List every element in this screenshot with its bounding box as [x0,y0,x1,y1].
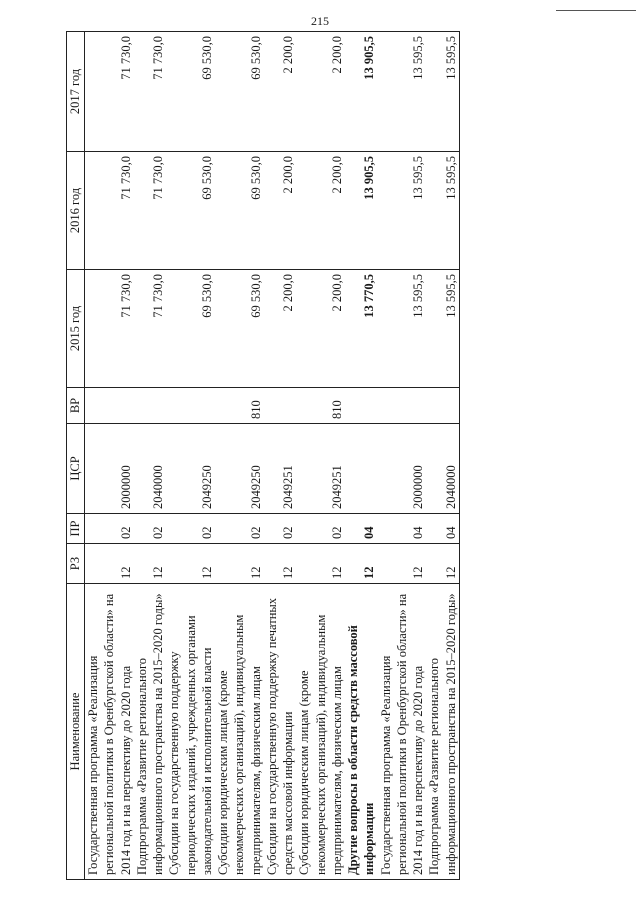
cell-pr: 04 [345,514,378,544]
cell-2016: 71 730,0 [85,152,134,270]
cell-2015: 13 770,5 [345,270,378,388]
cell-2015: 2 200,0 [296,270,345,388]
cell-name: Государственная программа «Реализация региональной политики в Оренбургской области» на 2014 год и на перспективу до 2020 года [378,584,427,880]
cell-2017: 13 595,5 [378,32,427,152]
cell-vr [378,388,427,424]
cell-2017: 2 200,0 [296,32,345,152]
cell-2016: 13 905,5 [345,152,378,270]
cell-pr: 04 [426,514,459,544]
cell-csr: 2040000 [426,424,459,514]
rotated-table-frame [66,32,608,880]
cell-vr [264,388,297,424]
table-row [378,32,427,880]
cell-2015: 71 730,0 [134,270,167,388]
cell-2015: 2 200,0 [264,270,297,388]
header-csr: ЦСР [67,424,85,514]
cell-rz: 12 [296,544,345,584]
cell-csr: 2049251 [296,424,345,514]
cell-csr: 2040000 [134,424,167,514]
cell-rz: 12 [264,544,297,584]
header-rz: РЗ [67,544,85,584]
cell-2015: 13 595,5 [378,270,427,388]
cell-pr: 02 [85,514,134,544]
cell-2015: 69 530,0 [215,270,264,388]
cell-2017: 71 730,0 [134,32,167,152]
page-number: 215 [311,14,329,28]
table-row [264,32,297,880]
header-2017: 2017 год [67,32,85,152]
cell-name: Подпрограмма «Развитие регионального информационного пространства на 2015–2020 годы» [426,584,459,880]
cell-vr: 810 [215,388,264,424]
cell-rz: 12 [345,544,378,584]
cell-name: Субсидии юридическим лицам (кроме некоммерческих организаций), индивидуальным предпринимателям, физическим лицам [215,584,264,880]
cell-rz: 12 [166,544,215,584]
table-header-row [67,32,85,880]
cell-rz: 12 [378,544,427,584]
cell-2016: 2 200,0 [296,152,345,270]
cell-csr: 2049250 [166,424,215,514]
cell-pr: 02 [134,514,167,544]
cell-name: Субсидии юридическим лицам (кроме некоммерческих организаций), индивидуальным предпринимателям, физическим лицам [296,584,345,880]
cell-rz: 12 [215,544,264,584]
rotated-table-area [66,32,608,880]
cell-2015: 71 730,0 [85,270,134,388]
cell-2016: 2 200,0 [264,152,297,270]
cell-pr: 02 [296,514,345,544]
cell-2017: 69 530,0 [166,32,215,152]
cell-pr: 02 [166,514,215,544]
cell-2017: 2 200,0 [264,32,297,152]
cell-2015: 13 595,5 [426,270,459,388]
cell-vr [345,388,378,424]
cell-name: Субсидии на государственную поддержку печатных средств массовой информации [264,584,297,880]
cell-2016: 69 530,0 [166,152,215,270]
cell-rz: 12 [426,544,459,584]
table-row [166,32,215,880]
table-row [134,32,167,880]
cell-vr [134,388,167,424]
cell-csr [345,424,378,514]
cell-2017: 71 730,0 [85,32,134,152]
table-row [85,32,134,880]
cell-vr [85,388,134,424]
table-row [215,32,264,880]
cell-name: Подпрограмма «Развитие регионального информационного пространства на 2015–2020 годы» [134,584,167,880]
cell-vr [166,388,215,424]
cell-2016: 71 730,0 [134,152,167,270]
cell-2016: 13 595,5 [378,152,427,270]
header-2016: 2016 год [67,152,85,270]
cell-name: Субсидии на государственную поддержку периодических изданий, учрежденных органами законодательной и исполнительной власти [166,584,215,880]
table-body [85,32,460,880]
header-pr: ПР [67,514,85,544]
cell-2016: 13 595,5 [426,152,459,270]
cell-csr: 2000000 [85,424,134,514]
cell-csr: 2049251 [264,424,297,514]
cell-2017: 13 905,5 [345,32,378,152]
header-2015: 2015 год [67,270,85,388]
cell-2017: 13 595,5 [426,32,459,152]
header-name: Наименование [67,584,85,880]
cell-name: Другие вопросы в области средств массовой информации [345,584,378,880]
table-row [426,32,459,880]
cell-name: Государственная программа «Реализация региональной политики в Оренбургской области» на 2014 год и на перспективу до 2020 года [85,584,134,880]
cell-rz: 12 [85,544,134,584]
cell-csr: 2000000 [378,424,427,514]
cell-pr: 02 [264,514,297,544]
cell-2015: 69 530,0 [166,270,215,388]
top-edge-rule [556,10,636,11]
table-row [345,32,378,880]
cell-pr: 04 [378,514,427,544]
cell-vr: 810 [296,388,345,424]
cell-vr [426,388,459,424]
cell-2016: 69 530,0 [215,152,264,270]
cell-rz: 12 [134,544,167,584]
header-vr: ВР [67,388,85,424]
cell-csr: 2049250 [215,424,264,514]
cell-pr: 02 [215,514,264,544]
cell-2017: 69 530,0 [215,32,264,152]
table-row [296,32,345,880]
budget-table [66,31,460,880]
